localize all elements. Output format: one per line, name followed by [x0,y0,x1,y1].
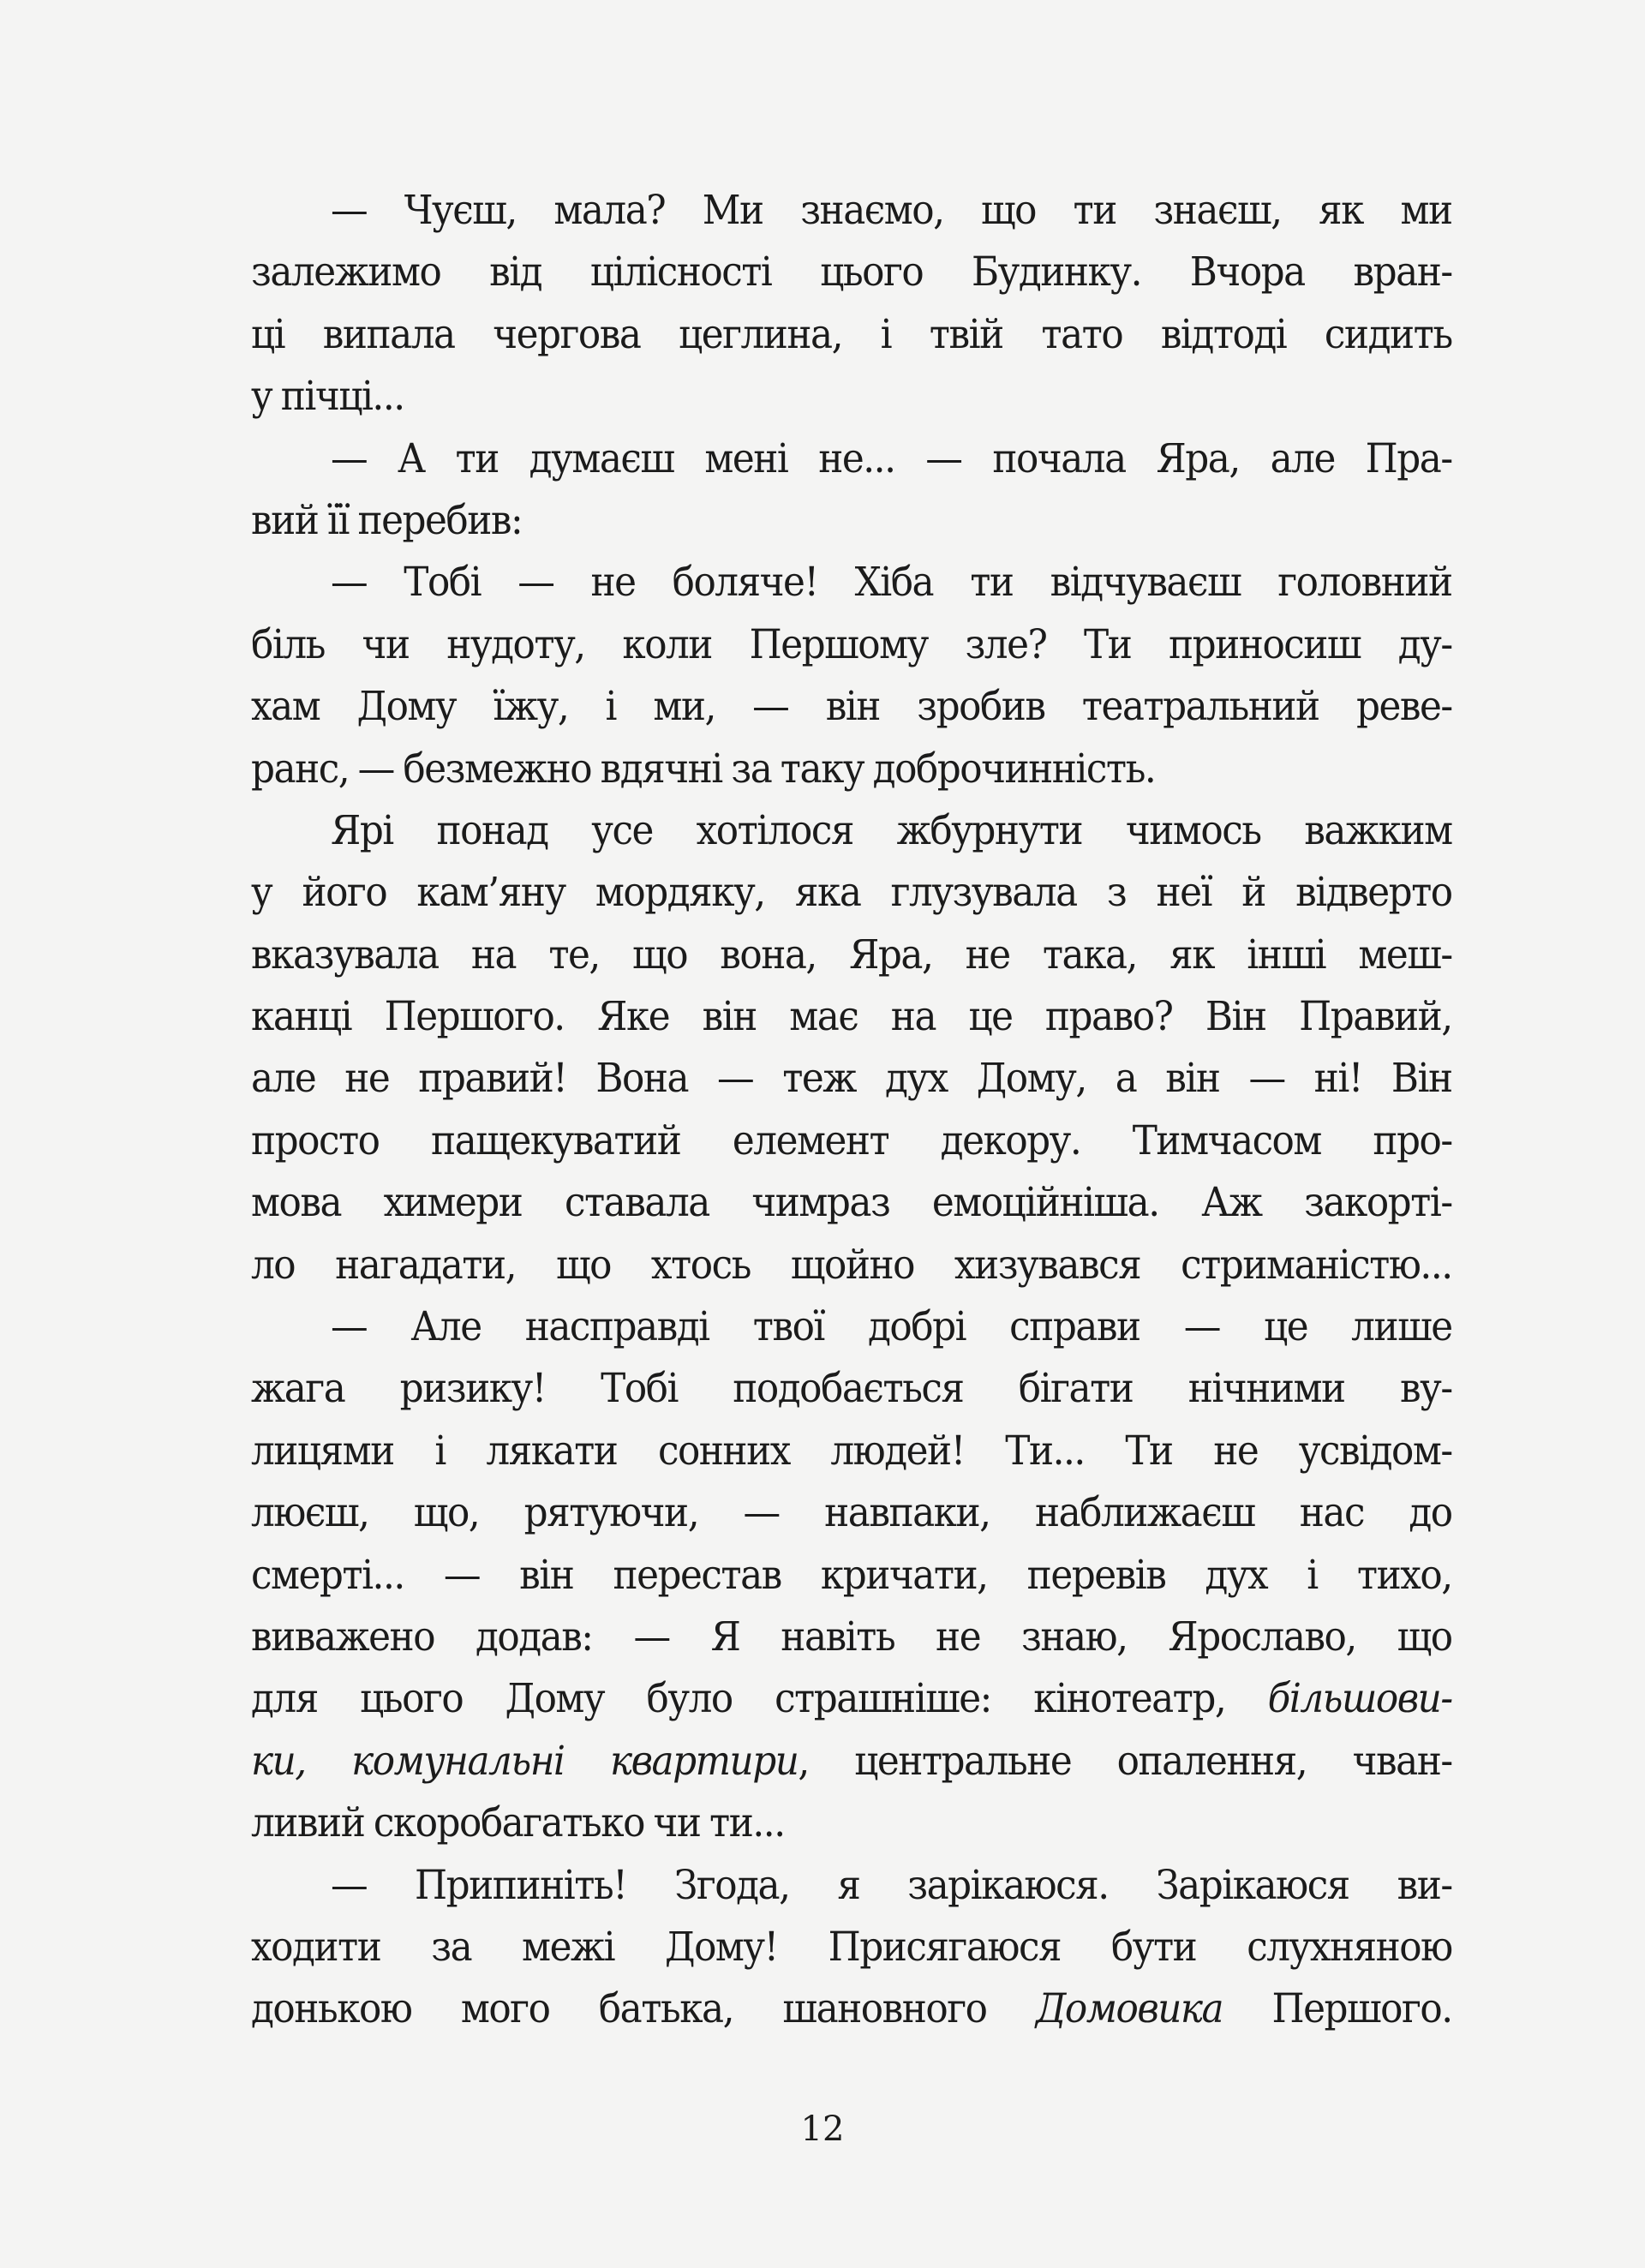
text-line: жага ризику! Тобі подобається бігати нічними ву- [251,1365,1452,1413]
paragraph [251,180,1452,428]
text-line: лицями і лякати сонних людей! Ти... Ти не усвідом- [251,1427,1452,1475]
text-line: ці випала чергова цеглина, і твій тато відтоді сидить [251,310,1452,358]
book-page-body [251,180,1452,2041]
text-line: — А ти думаєш мені не... — почала Яра, але Пра- [331,434,1452,482]
text-line: у пічці... [251,373,404,421]
text-line: ранс, — безмежно вдячні за таку доброчинність. [251,745,1156,793]
text-line: — Припиніть! Згода, я зарікаюся. Зарікаюся ви- [331,1861,1452,1909]
paragraph [251,552,1452,800]
text-line: ло нагадати, що хтось щойно хизувався стриманістю... [251,1241,1452,1289]
paragraph [251,1296,1452,1855]
text-line: Ярі понад усе хотілося жбурнути чимось важким [331,806,1452,854]
text-line-mixed [251,1978,1452,2040]
text-line: вий її перебив: [251,496,523,544]
text-run: донькою мого батька, шановного [251,1985,1036,2033]
text-line: виважено додав: — Я навіть не знаю, Ярославо, що [251,1613,1452,1661]
text-line: мова химери ставала чимраз емоційніша. Аж закорті- [251,1179,1452,1227]
paragraph [251,800,1452,1296]
text-line: хам Дому їжу, і ми, — він зробив театральний реве- [251,683,1452,731]
text-line: але не правий! Вона — теж дух Дому, а він — ні! Він [251,1055,1452,1103]
text-run: , центральне опалення, чван- [798,1737,1452,1785]
text-line: вказувала на те, що вона, Яра, не така, як інші меш- [251,931,1452,978]
text-line: — Тобі — не боляче! Хіба ти відчуваєш головний [331,559,1452,607]
text-line: біль чи нудоту, коли Першому зле? Ти приносиш ду- [251,620,1452,668]
text-line: канці Першого. Яке він має на це право? Він Правий, [251,993,1452,1041]
text-line: ходити за межі Дому! Присягаюся бути слухняною [251,1923,1452,1971]
text-line-mixed [251,1731,1452,1792]
text-line: — Але насправді твої добрі справи — це лише [331,1303,1452,1351]
text-line: ливий скоробагатько чи ти... [251,1799,785,1847]
text-line: — Чуєш, мала? Ми знаємо, що ти знаєш, як ми [331,187,1452,234]
text-line: смерті... — він перестав кричати, перевів дух і тихо, [251,1551,1452,1599]
text-run: Першого. [1223,1985,1452,2033]
text-line: залежимо від цілісності цього Будинку. Вчора вран- [251,248,1452,296]
italic-term: Домовика [1035,1985,1223,2033]
italic-term: більшови- [1267,1675,1452,1723]
text-line: люєш, що, рятуючи, — навпаки, наближаєш нас до [251,1489,1452,1537]
paragraph [251,1855,1452,2041]
text-line: просто пащекуватий елемент декору. Тимчасом про- [251,1116,1452,1164]
paragraph [251,428,1452,553]
text-line: у його кам’яну мордяку, яка глузувала з неї й відверто [251,869,1452,917]
italic-term: ки, комунальні квартири [251,1737,799,1785]
text-line-mixed [251,1668,1452,1730]
page-number: 12 [800,2109,845,2149]
text-run: для цього Дому було страшніше: кінотеатр, [251,1675,1268,1723]
